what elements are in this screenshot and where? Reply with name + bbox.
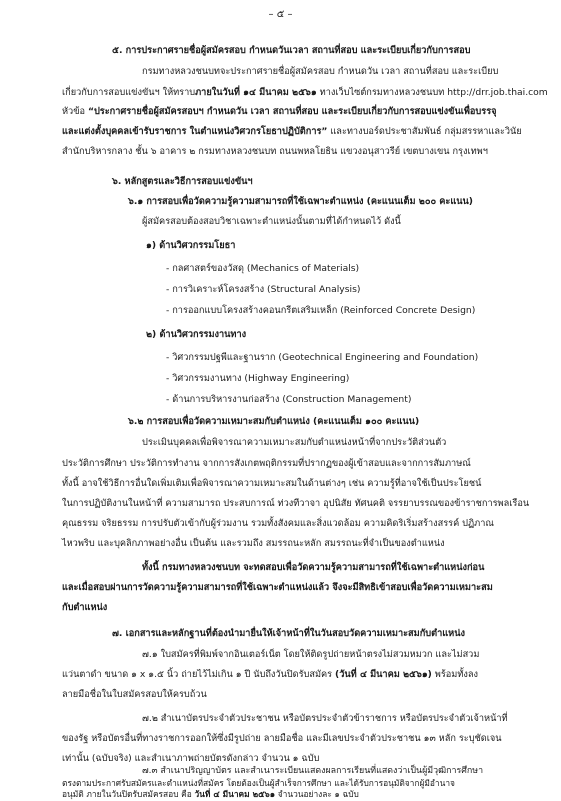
item-7-2-line: เท่านั้น (ฉบับจริง) และสำเนาภาพถ่ายบัตรดังกล่าว จำนวน ๑ ฉบับ xyxy=(62,753,320,764)
section-7-heading: ๗. เอกสารและหลักฐานที่ต้องนำมายื่นให้เจ้าหน้าที่ในวันสอบวัดความเหมาะสมกับตำแหน่ง xyxy=(112,628,465,639)
text-run: เกี่ยวกับการสอบแข่งขันฯ ให้ทราบ xyxy=(62,87,196,98)
item-7-2-line: ๗.๒ สำเนาบัตรประจำตัวประชาชน หรือบัตรประจำตัวข้าราชการ หรือบัตรประจำตัวเจ้าหน้าที่ xyxy=(142,713,508,724)
section-5-line xyxy=(62,126,522,138)
note-line: และเมื่อสอบผ่านการวัดความรู้ความสามารถที่ใช้เฉพาะตำแหน่งแล้ว จึงจะมีสิทธิเข้าสอบเพื่อวัดความเหมาะสม xyxy=(62,582,493,593)
announce-date: ภายในวันที่ ๑๔ มีนาคม ๒๕๖๑ xyxy=(195,87,317,98)
item-7-1-line: ๗.๑ ใบสมัครที่พิมพ์จากอินเตอร์เน็ต โดยให้ติดรูปถ่ายหน้าตรงไม่สวมหมวก และไม่สวม xyxy=(142,649,480,660)
section-6-heading: ๖. หลักสูตรและวิธีการสอบแข่งขันฯ xyxy=(112,176,253,187)
list-item: - ด้านการบริหารงานก่อสร้าง (Construction Management) xyxy=(166,394,412,405)
subsection-6-1-title: ๖.๑ การสอบเพื่อวัดความรู้ความสามารถที่ใช้เฉพาะตำแหน่ง (คะแนนเต็ม ๒๐๐ คะแนน) xyxy=(128,196,474,207)
paragraph-line: ทั้งนี้ อาจใช้วิธีการอื่นใดเพิ่มเติมเพื่อพิจารณาความเหมาะสมในด้านต่างๆ เช่น ความรู้ที่อาจใช้เป็นประโยชน์ xyxy=(62,478,482,489)
item-7-1-line xyxy=(62,669,478,681)
item-7-3-line xyxy=(62,790,359,798)
page-number: – ๕ – xyxy=(268,9,293,20)
list-item: - การออกแบบโครงสร้างคอนกรีตเสริมเหล็ก (Reinforced Concrete Design) xyxy=(166,305,476,316)
list-item: - วิศวกรรมปฐพีและฐานราก (Geotechnical Engineering and Foundation) xyxy=(166,352,479,363)
list-item: - การวิเคราะห์โครงสร้าง (Structural Analysis) xyxy=(166,284,361,295)
paragraph-line: ในการปฏิบัติงานในหน้าที่ ความสามารถ ประสบการณ์ ท่วงทีวาจา อุปนิสัย ทัศนคติ จรรยาบรรณของข้าราชการพลเรือน xyxy=(62,498,530,509)
paragraph-line: ประวัติการศึกษา ประวัติการทำงาน จากการสังเกตพฤติกรรมที่ปรากฏของผู้เข้าสอบและจากการสัมภาษณ์ xyxy=(62,458,471,469)
list-item: - วิศวกรรมงานทาง (Highway Engineering) xyxy=(166,373,350,384)
item-7-3-line: ๗.๓ สำเนาปริญญาบัตร และสำเนาระเบียนแสดงผลการเรียนที่แสดงว่าเป็นผู้มีวุฒิการศึกษา xyxy=(142,766,484,776)
text-run: จำนวนอย่างละ ๑ ฉบับ xyxy=(275,789,359,799)
section-5-line xyxy=(62,106,497,118)
group-civil-title: ๑) ด้านวิศวกรรมโยธา xyxy=(146,240,236,251)
text-run: แว่นตาดำ ขนาด ๑ x ๑.๕ นิ้ว ถ่ายไว้ไม่เกิน ๑ ปี นับถึงวันปิดรับสมัคร xyxy=(62,669,336,680)
paragraph-line: ประเมินบุคคลเพื่อพิจารณาความเหมาะสมกับตำแหน่งหน้าที่จากประวัติส่วนตัว xyxy=(142,437,447,448)
website-text: ทางเว็บไซต์กรมทางหลวงชนบท http://drr.job.thai.com xyxy=(316,87,548,98)
section-5-line: กรมทางหลวงชนบทจะประกาศรายชื่อผู้สมัครสอบ กำหนดวัน เวลา สถานที่สอบ และระเบียบ xyxy=(142,66,499,77)
announce-topic-cont: และแต่งตั้งบุคคลเข้ารับราชการ ในตำแหน่งวิศวกรโยธาปฏิบัติการ” xyxy=(62,126,328,137)
closing-date: วันที่ ๔ มีนาคม ๒๕๖๑ xyxy=(194,789,276,799)
text-run: หัวข้อ xyxy=(62,106,88,117)
closing-date: (วันที่ ๔ มีนาคม ๒๕๖๑) xyxy=(335,669,432,680)
subsection-6-1-desc: ผู้สมัครสอบต้องสอบวิชาเฉพาะตำแหน่งนั้นตามที่ได้กำหนดไว้ ดังนี้ xyxy=(142,216,401,227)
announce-topic: “ประกาศรายชื่อผู้สมัครสอบฯ กำหนดวัน เวลา สถานที่สอบ และระเบียบเกี่ยวกับการสอบแข่งขันเพื่อบรรจุ xyxy=(87,106,497,117)
section-5-heading: ๕. การประกาศรายชื่อผู้สมัครสอบ กำหนดวันเวลา สถานที่สอบ และระเบียบเกี่ยวกับการสอบ xyxy=(112,45,471,56)
paragraph-line: ไหวพริบ และบุคลิกภาพอย่างอื่น เป็นต้น และรวมถึง สมรรถนะหลัก สมรรถนะที่จำเป็นของตำแหน่ง xyxy=(62,538,445,549)
item-7-2-line: ของรัฐ หรือบัตรอื่นที่ทางราชการออกให้ซึ่งมีรูปถ่าย ลายมือชื่อ และมีเลขประจำตัวประชาชน ๑๓ หลัก ระบุชัดเจน xyxy=(62,733,502,744)
text-run: พร้อมทั้งลง xyxy=(431,669,479,680)
text-run: และทางบอร์ดประชาสัมพันธ์ กลุ่มสรรหาและวินัย xyxy=(327,126,522,137)
subsection-6-2-title: ๖.๒ การสอบเพื่อวัดความเหมาะสมกับตำแหน่ง (คะแนนเต็ม ๑๐๐ คะแนน) xyxy=(128,416,420,427)
text-run: อนุมัติ ภายในวันปิดรับสมัครสอบ คือ xyxy=(62,789,195,799)
section-5-line: สำนักบริหารกลาง ชั้น ๖ อาคาร ๒ กรมทางหลวงชนบท ถนนพหลโยธิน แขวงอนุสาวรีย์ เขตบางเขน กรุงเทพฯ xyxy=(62,146,488,157)
paragraph-line: คุณธรรม จริยธรรม การปรับตัวเข้ากับผู้ร่วมงาน รวมทั้งสังคมและสิ่งแวดล้อม ความคิดริเริ่มสร้างสรรค์ ปฏิภาณ xyxy=(62,518,494,529)
list-item: - กลศาสตร์ของวัสดุ (Mechanics of Materials) xyxy=(166,263,360,274)
section-5-line xyxy=(62,87,548,99)
group-highway-title: ๒) ด้านวิศวกรรมงานทาง xyxy=(146,329,247,340)
note-line: ทั้งนี้ กรมทางหลวงชนบท จะทดสอบเพื่อวัดความรู้ความสามารถที่ใช้เฉพาะตำแหน่งก่อน xyxy=(142,562,485,573)
note-line: กับตำแหน่ง xyxy=(62,602,108,613)
item-7-1-line: ลายมือชื่อในใบสมัครสอบให้ครบถ้วน xyxy=(62,689,207,700)
item-7-3-line: ตรงตามประกาศรับสมัครและตำแหน่งที่สมัคร โดยต้องเป็นผู้สำเร็จการศึกษา และได้รับการอนุมัติจากผู้มีอำนาจ xyxy=(62,778,455,788)
